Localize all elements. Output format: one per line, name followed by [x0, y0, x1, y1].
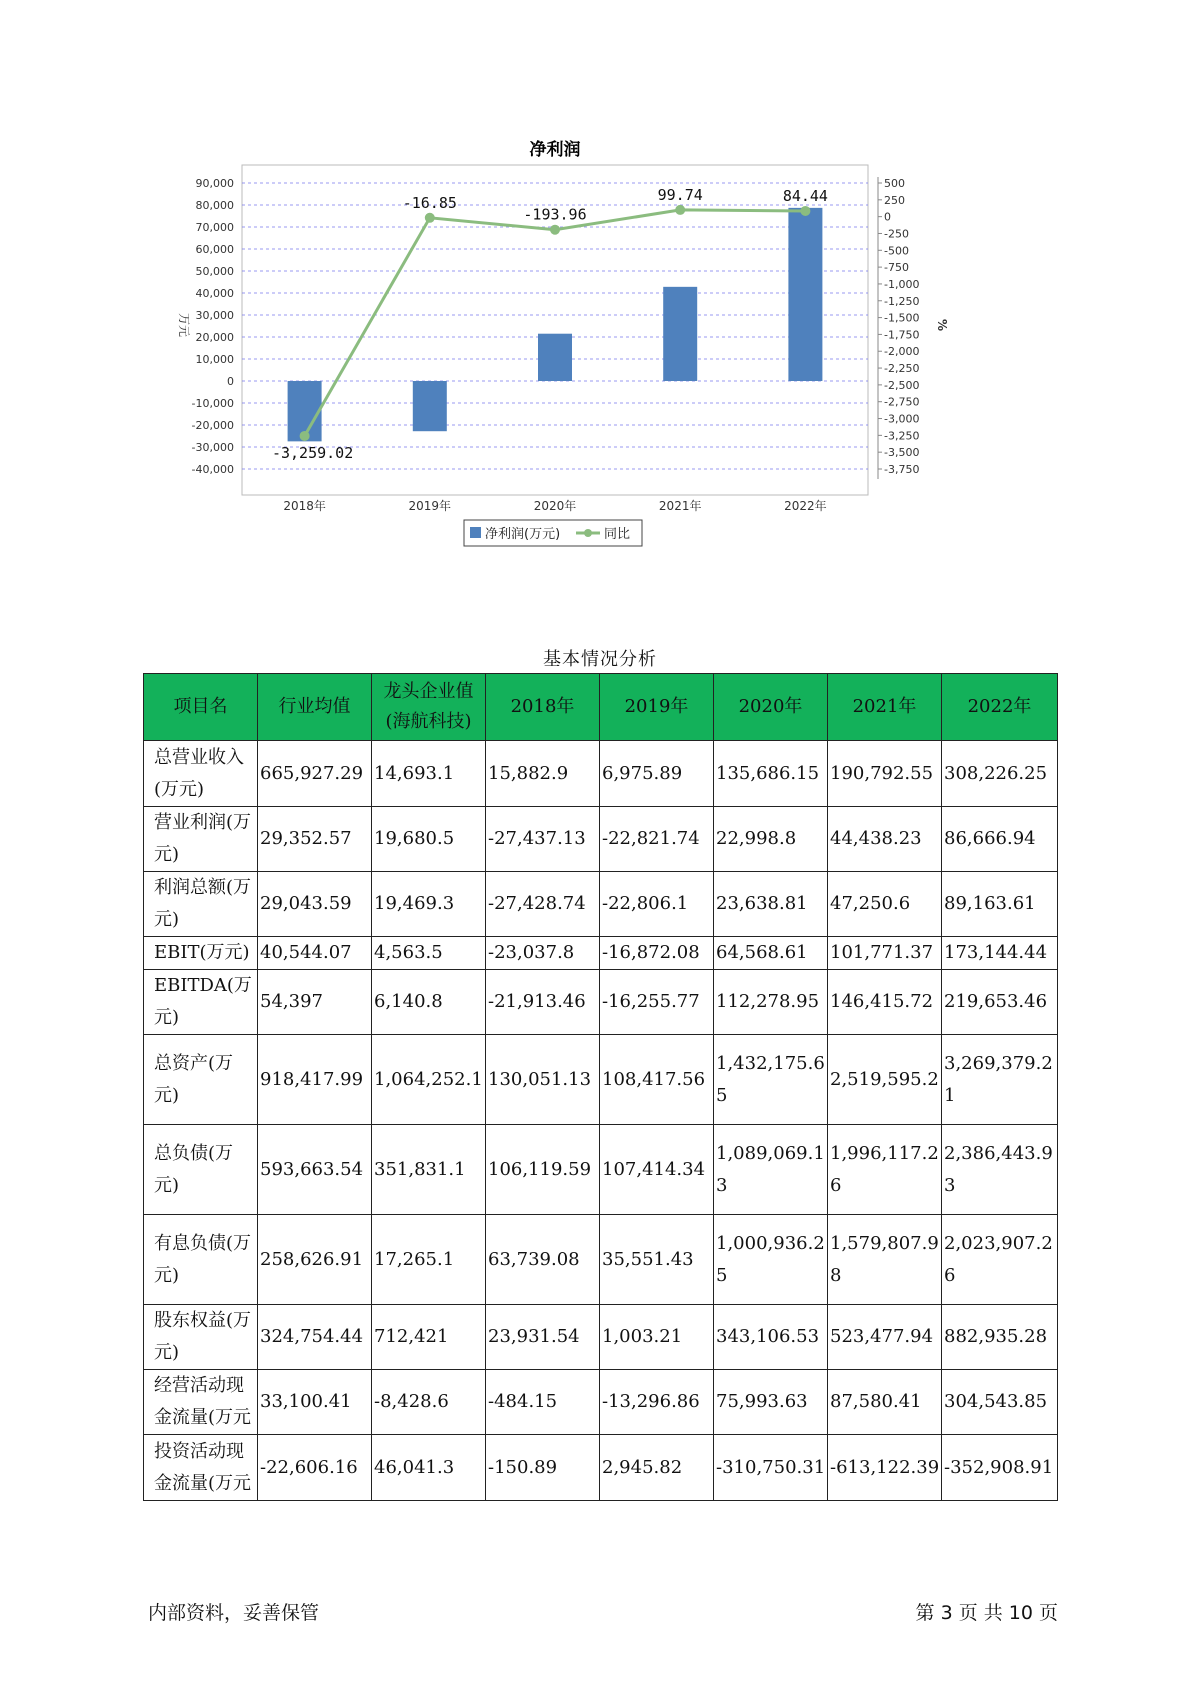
table-cell: -13,296.86 [600, 1370, 714, 1435]
table-cell: -16,872.08 [600, 937, 714, 970]
table-cell: 101,771.37 [828, 937, 942, 970]
table-row [144, 741, 1058, 807]
table-cell: 918,417.99 [258, 1035, 372, 1125]
y-right-tick-label: 500 [884, 177, 905, 190]
net-profit-chart [160, 135, 1040, 595]
legend-swatch-point [584, 529, 592, 537]
row-label: 营业利润(万元) [144, 807, 258, 872]
table-cell: 6,975.89 [600, 741, 714, 807]
x-tick-label: 2022年 [784, 499, 827, 513]
table-row [144, 1370, 1058, 1435]
table-cell: 4,563.5 [372, 937, 486, 970]
x-tick-label: 2019年 [408, 499, 452, 513]
header-item-name: 项目名 [144, 674, 258, 741]
data-label: -193.96 [523, 205, 587, 224]
table-cell: 343,106.53 [714, 1305, 828, 1370]
table-row [144, 937, 1058, 970]
table-cell: 33,100.41 [258, 1370, 372, 1435]
row-label: 总营业收入(万元) [144, 741, 258, 807]
table-cell: 106,119.59 [486, 1125, 600, 1215]
bar [788, 208, 822, 381]
y-right-tick-label: -2,750 [884, 395, 920, 409]
table-cell: 2,023,907.26 [942, 1215, 1058, 1305]
yoy-point [675, 205, 685, 215]
y-tick-label: -20,000 [191, 419, 234, 432]
table-cell: -16,255.77 [600, 970, 714, 1035]
row-label: EBITDA(万元) [144, 970, 258, 1035]
y-right-tick-label: 0 [884, 210, 891, 224]
table-header-row [144, 674, 1058, 741]
table-cell: 6,140.8 [372, 970, 486, 1035]
row-label: 利润总额(万元) [144, 872, 258, 937]
y-tick-label: 10,000 [195, 353, 234, 366]
table-cell: 1,064,252.1 [372, 1035, 486, 1125]
y-tick-label: 50,000 [195, 265, 234, 278]
table-cell: 219,653.46 [942, 970, 1058, 1035]
table-row [144, 1435, 1058, 1501]
data-label: 99.74 [657, 185, 703, 204]
table-cell: -27,437.13 [486, 807, 600, 872]
header-2022: 2022年 [942, 674, 1058, 741]
header-2018: 2018年 [486, 674, 600, 741]
y-right-tick-label: -1,000 [884, 277, 920, 291]
header-2020: 2020年 [714, 674, 828, 741]
header-industry-average: 行业均值 [258, 674, 372, 741]
table-cell: 23,638.81 [714, 872, 828, 937]
table-cell: 14,693.1 [372, 741, 486, 807]
table-cell: 173,144.44 [942, 937, 1058, 970]
y-tick-label: 40,000 [195, 287, 234, 300]
chart-svg [160, 135, 1040, 595]
y-right-tick-label: -1,500 [884, 311, 920, 325]
header-2019: 2019年 [600, 674, 714, 741]
y-right-tick-label: -3,750 [884, 463, 920, 476]
y-right-tick-label: -3,250 [884, 429, 920, 443]
y-tick-label: 70,000 [195, 221, 234, 234]
table-row [144, 1125, 1058, 1215]
table-cell: 3,269,379.21 [942, 1035, 1058, 1125]
table-cell: -22,606.16 [258, 1435, 372, 1501]
table-cell: -613,122.39 [828, 1435, 942, 1501]
table-cell: 40,544.07 [258, 937, 372, 970]
table-cell: 75,993.63 [714, 1370, 828, 1435]
row-label: EBIT(万元) [144, 937, 258, 970]
y-tick-label: 90,000 [195, 177, 234, 190]
row-label: 总负债(万元) [144, 1125, 258, 1215]
table-cell: 107,414.34 [600, 1125, 714, 1215]
basic-analysis-table [143, 673, 1058, 1501]
y-tick-label: 30,000 [195, 309, 234, 322]
yoy-point [800, 206, 810, 216]
table-cell: -150.89 [486, 1435, 600, 1501]
table-cell: 593,663.54 [258, 1125, 372, 1215]
yoy-point [550, 225, 560, 235]
y-tick-label: 80,000 [195, 199, 234, 212]
header-leading-company: 龙头企业值(海航科技) [372, 674, 486, 741]
table-cell: 2,945.82 [600, 1435, 714, 1501]
y-tick-label: -10,000 [191, 397, 234, 410]
footer-confidential-note: 内部资料，妥善保管 [148, 1602, 320, 1624]
table-cell: 135,686.15 [714, 741, 828, 807]
y-tick-label: 60,000 [195, 243, 234, 256]
x-tick-label: 2021年 [658, 499, 702, 513]
table-cell: 1,089,069.13 [714, 1125, 828, 1215]
table-cell: 19,469.3 [372, 872, 486, 937]
table-cell: 665,927.29 [258, 741, 372, 807]
legend-label-line: 同比 [604, 527, 631, 542]
table-cell: 47,250.6 [828, 872, 942, 937]
table-cell: 17,265.1 [372, 1215, 486, 1305]
y-axis-label: 万元 [177, 312, 191, 338]
row-label: 总资产(万元) [144, 1035, 258, 1125]
y-right-tick-label: -2,250 [884, 362, 920, 376]
table-cell: 1,000,936.25 [714, 1215, 828, 1305]
y-right-tick-label: -2,500 [884, 378, 920, 392]
table-cell: 1,996,117.26 [828, 1125, 942, 1215]
table-cell: 324,754.44 [258, 1305, 372, 1370]
table-cell: 130,051.13 [486, 1035, 600, 1125]
table-row [144, 970, 1058, 1035]
table-cell: -22,806.1 [600, 872, 714, 937]
table-cell: 19,680.5 [372, 807, 486, 872]
table-cell: -352,908.91 [942, 1435, 1058, 1501]
table-cell: 29,352.57 [258, 807, 372, 872]
x-tick-label: 2020年 [533, 499, 577, 513]
y-right-tick-label: 250 [884, 193, 905, 207]
table-cell: 1,003.21 [600, 1305, 714, 1370]
table-row [144, 1035, 1058, 1125]
table-cell: 112,278.95 [714, 970, 828, 1035]
table-cell: 351,831.1 [372, 1125, 486, 1215]
y-right-tick-label: -2,000 [884, 345, 920, 359]
table-body [144, 741, 1058, 1501]
table-cell: -27,428.74 [486, 872, 600, 937]
table-cell: 64,568.61 [714, 937, 828, 970]
table-cell: 23,931.54 [486, 1305, 600, 1370]
table-cell: -8,428.6 [372, 1370, 486, 1435]
table-cell: 35,551.43 [600, 1215, 714, 1305]
table-cell: 882,935.28 [942, 1305, 1058, 1370]
table-cell: 712,421 [372, 1305, 486, 1370]
row-label: 经营活动现金流量(万元 [144, 1370, 258, 1435]
table-cell: 46,041.3 [372, 1435, 486, 1501]
table-row [144, 872, 1058, 937]
y-tick-label: 20,000 [195, 331, 234, 344]
table-row [144, 1215, 1058, 1305]
yoy-point [300, 431, 310, 441]
yoy-line [305, 210, 806, 436]
yoy-point [425, 213, 435, 223]
table-cell: 44,438.23 [828, 807, 942, 872]
table-cell: -23,037.8 [486, 937, 600, 970]
data-label: -16.85 [402, 193, 457, 212]
y-right-tick-label: -250 [884, 227, 909, 241]
table-cell: 308,226.25 [942, 741, 1058, 807]
y-tick-label: -40,000 [191, 463, 234, 476]
y-right-axis-label: % [935, 318, 949, 332]
table-cell: 146,415.72 [828, 970, 942, 1035]
y-right-tick-label: -1,250 [884, 294, 920, 308]
y-right-tick-label: -1,750 [884, 328, 920, 342]
y-right-tick-label: -750 [884, 261, 909, 275]
bar [538, 334, 572, 381]
legend-swatch-bar [470, 527, 481, 538]
table-cell: 86,666.94 [942, 807, 1058, 872]
table-cell: 108,417.56 [600, 1035, 714, 1125]
table-cell: 2,386,443.93 [942, 1125, 1058, 1215]
table-cell: 15,882.9 [486, 741, 600, 807]
row-label: 有息负债(万元) [144, 1215, 258, 1305]
table-cell: 54,397 [258, 970, 372, 1035]
header-2021: 2021年 [828, 674, 942, 741]
table-cell: 22,998.8 [714, 807, 828, 872]
table-row [144, 1305, 1058, 1370]
table-cell: -310,750.31 [714, 1435, 828, 1501]
data-label: -3,259.02 [271, 443, 354, 462]
bar [663, 287, 697, 381]
table-cell: -22,821.74 [600, 807, 714, 872]
table-cell: -484.15 [486, 1370, 600, 1435]
table-cell: 1,579,807.98 [828, 1215, 942, 1305]
bar [413, 381, 447, 431]
footer-page-number: 第 3 页 共 10 页 [915, 1602, 1058, 1624]
table-cell: 63,739.08 [486, 1215, 600, 1305]
table-cell: -21,913.46 [486, 970, 600, 1035]
legend-label-bar: 净利润(万元) [485, 527, 561, 542]
table-cell: 304,543.85 [942, 1370, 1058, 1435]
table-caption: 基本情况分析 [543, 649, 657, 670]
table-cell: 258,626.91 [258, 1215, 372, 1305]
chart-title: 净利润 [529, 140, 581, 160]
x-tick-label: 2018年 [283, 499, 326, 513]
table-cell: 2,519,595.2 [828, 1035, 942, 1125]
y-tick-label: 0 [227, 375, 234, 388]
data-label: 84.44 [782, 186, 828, 205]
table-cell: 89,163.61 [942, 872, 1058, 937]
row-label: 投资活动现金流量(万元 [144, 1435, 258, 1501]
y-tick-label: -30,000 [191, 441, 234, 454]
y-right-tick-label: -500 [884, 244, 909, 258]
table-row [144, 807, 1058, 872]
table-cell: 29,043.59 [258, 872, 372, 937]
y-right-tick-label: -3,000 [884, 412, 920, 426]
table-cell: 1,432,175.65 [714, 1035, 828, 1125]
row-label: 股东权益(万元) [144, 1305, 258, 1370]
table-cell: 190,792.55 [828, 741, 942, 807]
y-right-tick-label: -3,500 [884, 446, 920, 460]
table-cell: 87,580.41 [828, 1370, 942, 1435]
table-cell: 523,477.94 [828, 1305, 942, 1370]
